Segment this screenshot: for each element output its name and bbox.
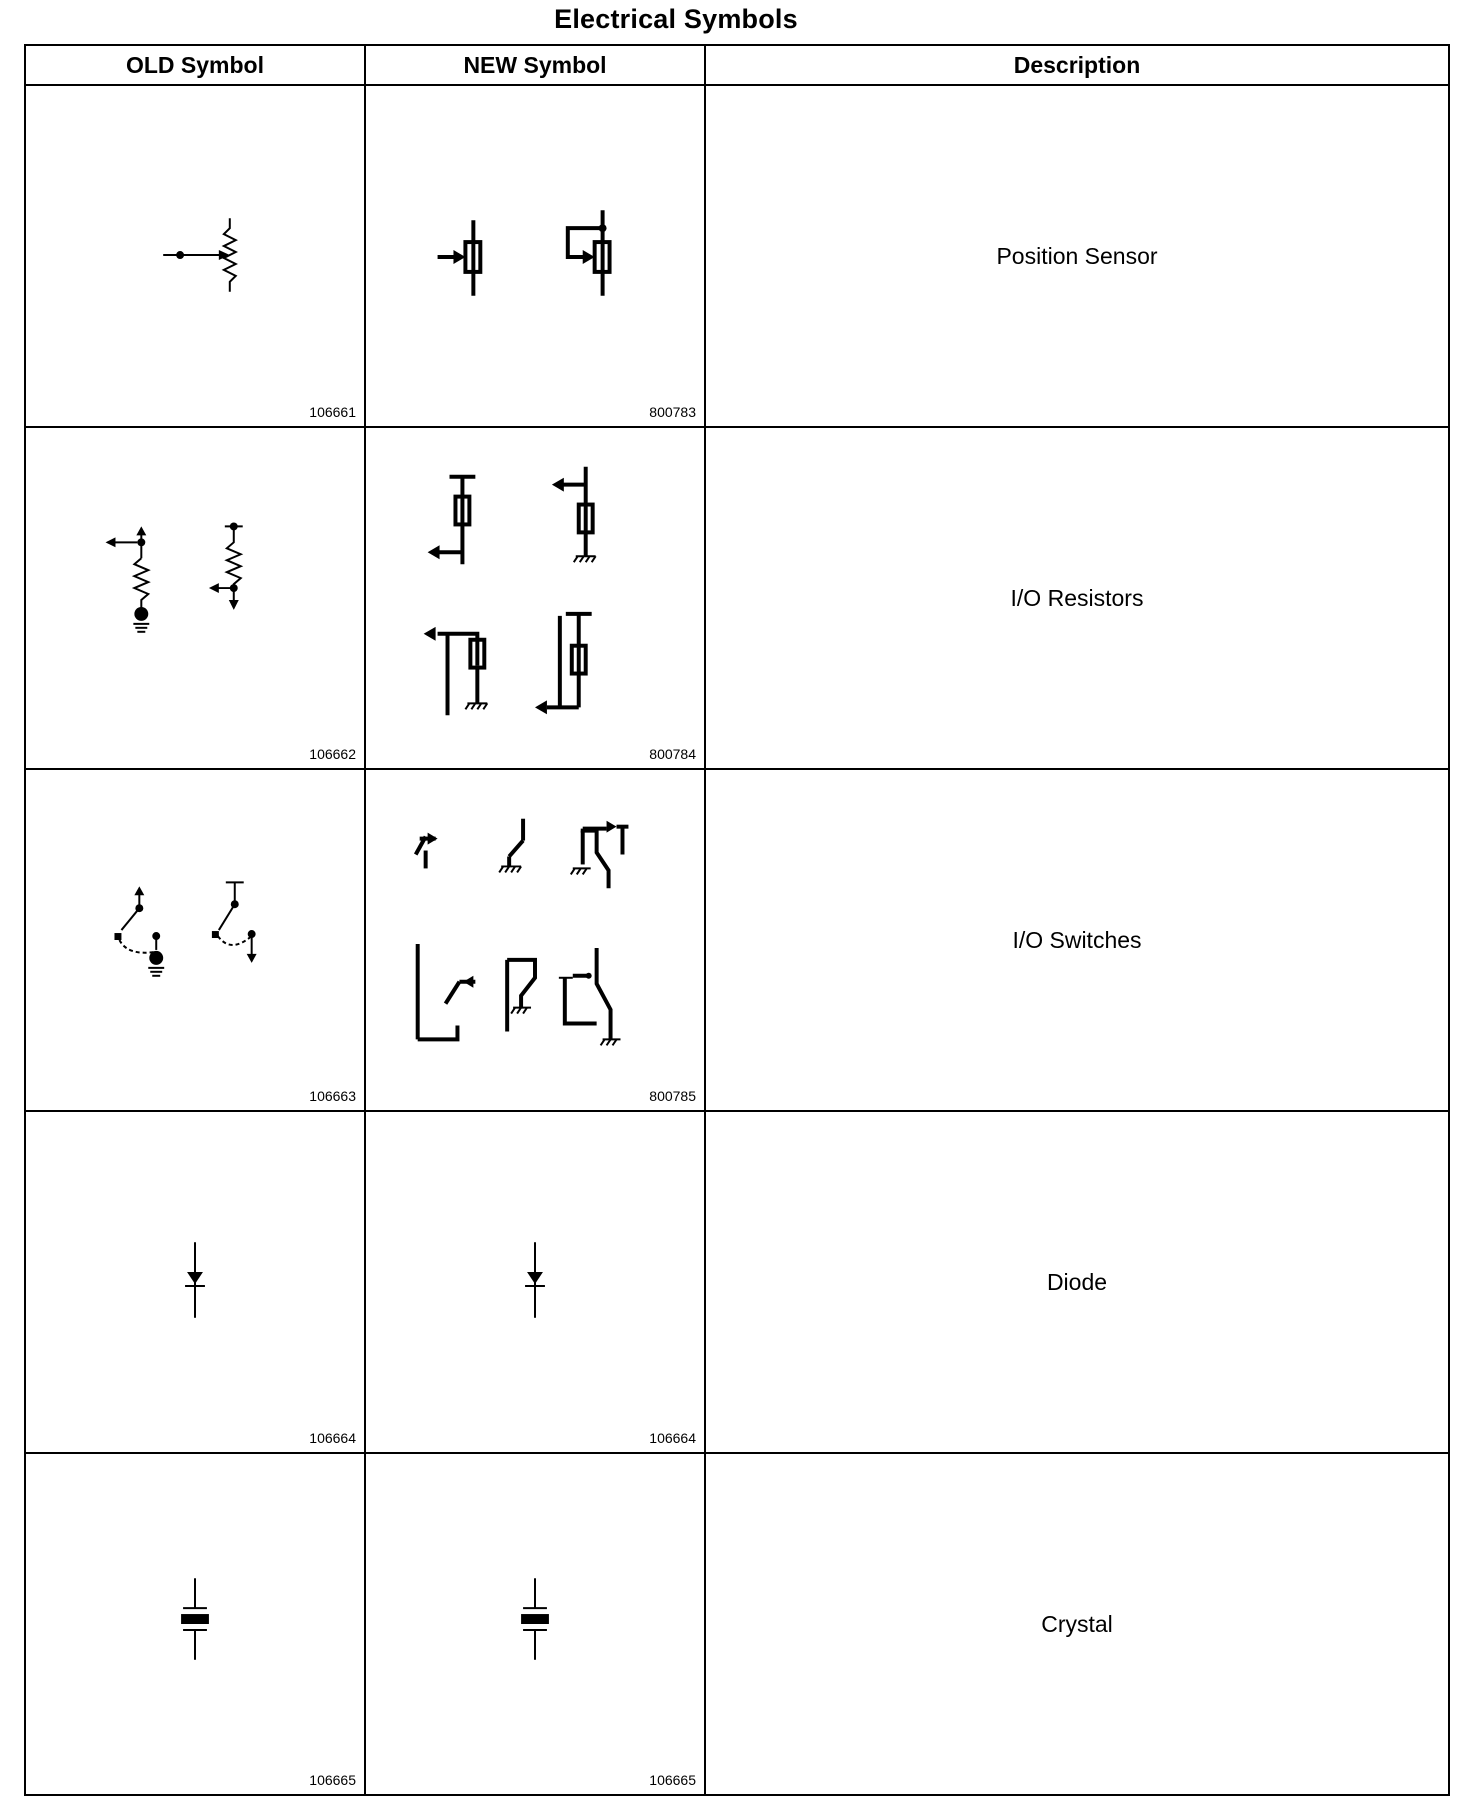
description-cell: Crystal bbox=[705, 1453, 1449, 1795]
old-symbol-code: 106665 bbox=[309, 1772, 356, 1788]
header-description: Description bbox=[705, 45, 1449, 85]
new-symbol-cell bbox=[365, 769, 705, 1111]
old-symbol-cell bbox=[25, 85, 365, 427]
new-diode-symbol bbox=[366, 1112, 704, 1452]
new-symbol-cell bbox=[365, 85, 705, 427]
new-io-resistors-symbol bbox=[366, 428, 704, 768]
description-cell: I/O Resistors bbox=[705, 427, 1449, 769]
old-symbol-code: 106664 bbox=[309, 1430, 356, 1446]
new-symbol-cell bbox=[365, 1453, 705, 1795]
new-position-sensor-symbol bbox=[366, 86, 704, 426]
symbols-table bbox=[24, 44, 1450, 1796]
header-row bbox=[25, 45, 1449, 85]
new-symbol-code: 800783 bbox=[649, 404, 696, 420]
table-row bbox=[25, 85, 1449, 427]
new-symbol-cell bbox=[365, 427, 705, 769]
old-symbol-cell bbox=[25, 769, 365, 1111]
new-symbol-code: 800784 bbox=[649, 746, 696, 762]
new-symbol-code: 800785 bbox=[649, 1088, 696, 1104]
old-position-sensor-symbol bbox=[26, 86, 364, 426]
old-symbol-code: 106662 bbox=[309, 746, 356, 762]
table-row bbox=[25, 1111, 1449, 1453]
old-symbol-cell bbox=[25, 1453, 365, 1795]
old-crystal-symbol bbox=[26, 1454, 364, 1794]
table-row bbox=[25, 769, 1449, 1111]
new-crystal-symbol bbox=[366, 1454, 704, 1794]
old-io-resistors-symbol bbox=[26, 428, 364, 768]
old-symbol-code: 106661 bbox=[309, 404, 356, 420]
description-cell: I/O Switches bbox=[705, 769, 1449, 1111]
old-diode-symbol bbox=[26, 1112, 364, 1452]
new-symbol-code: 106664 bbox=[649, 1430, 696, 1446]
table-row bbox=[25, 427, 1449, 769]
description-cell: Diode bbox=[705, 1111, 1449, 1453]
page-title: Electrical Symbols bbox=[554, 4, 798, 34]
old-symbol-cell bbox=[25, 1111, 365, 1453]
new-symbol-cell bbox=[365, 1111, 705, 1453]
old-symbol-code: 106663 bbox=[309, 1088, 356, 1104]
description-cell: Position Sensor bbox=[705, 85, 1449, 427]
old-symbol-cell bbox=[25, 427, 365, 769]
header-old-symbol: OLD Symbol bbox=[25, 45, 365, 85]
table-row bbox=[25, 1453, 1449, 1795]
header-new-symbol: NEW Symbol bbox=[365, 45, 705, 85]
old-io-switches-symbol bbox=[26, 770, 364, 1110]
new-io-switches-symbol bbox=[366, 770, 704, 1110]
new-symbol-code: 106665 bbox=[649, 1772, 696, 1788]
